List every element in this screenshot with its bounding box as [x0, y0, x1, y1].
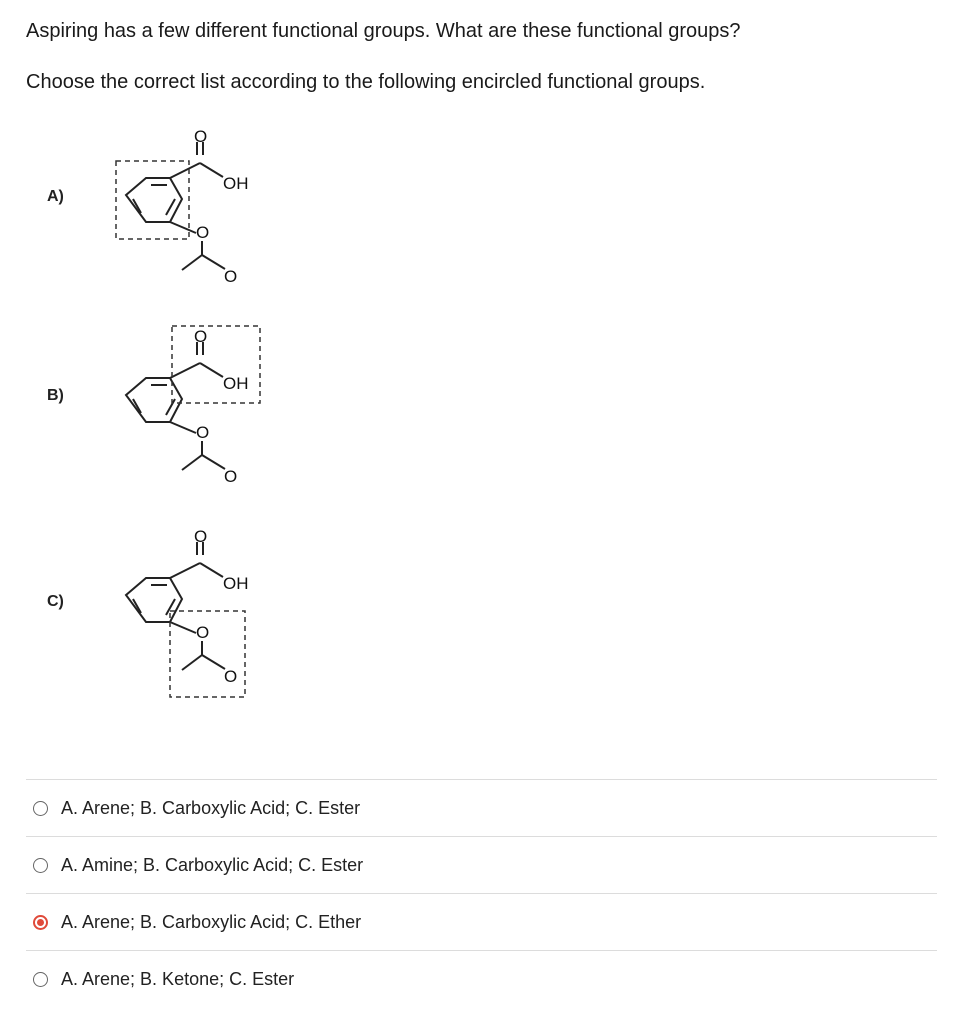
answer-option-text: A. Amine; B. Carboxylic Acid; C. Ester [61, 855, 364, 875]
acetyl-oxygen-label: O [224, 267, 238, 286]
aspirin-structure-c [110, 525, 290, 725]
bond-ring-ester-o [170, 222, 196, 233]
radio-button[interactable] [33, 801, 48, 816]
question-instruction: Choose the correct list according to the following encircled functional groups. [26, 71, 706, 93]
hydroxyl-label: OH [223, 374, 249, 393]
carbonyl-oxygen-label: O [194, 527, 208, 546]
acetyl-oxygen-label: O [224, 667, 238, 686]
ester-oxygen-label: O [196, 423, 210, 442]
carbonyl-oxygen-label: O [194, 127, 208, 146]
answer-option-text: A. Arene; B. Ketone; C. Ester [61, 969, 295, 989]
answer-option-selected[interactable] [26, 893, 937, 950]
molecule-a-label: A) [47, 188, 64, 205]
answer-options [26, 779, 937, 1007]
aspirin-structure-a [110, 125, 290, 325]
hydroxyl-label: OH [223, 574, 249, 593]
aspirin-structure-b [110, 325, 290, 525]
answer-option[interactable] [26, 779, 937, 836]
bond-c-oh [200, 163, 223, 177]
acetyl-oxygen-label: O [224, 467, 238, 486]
answer-option-text: A. Arene; B. Carboxylic Acid; C. Ester [61, 798, 361, 818]
answer-option[interactable] [26, 836, 937, 893]
radio-button-selected[interactable] [33, 915, 48, 930]
ester-oxygen-label: O [196, 623, 210, 642]
radio-button[interactable] [33, 972, 48, 987]
carbonyl-oxygen-label: O [194, 327, 208, 346]
hydroxyl-label: OH [223, 174, 249, 193]
question-text: Aspiring has a few different functional groups. What are these functional groups? [26, 20, 741, 42]
answer-option[interactable] [26, 950, 937, 1007]
highlight-box-arene [116, 161, 189, 239]
molecule-b-label: B) [47, 387, 64, 404]
bond-ring-carbonyl [170, 163, 200, 178]
answer-option-text: A. Arene; B. Carboxylic Acid; C. Ether [61, 912, 362, 932]
molecule-c-label: C) [47, 593, 64, 610]
ester-oxygen-label: O [196, 223, 210, 242]
radio-button[interactable] [33, 858, 48, 873]
